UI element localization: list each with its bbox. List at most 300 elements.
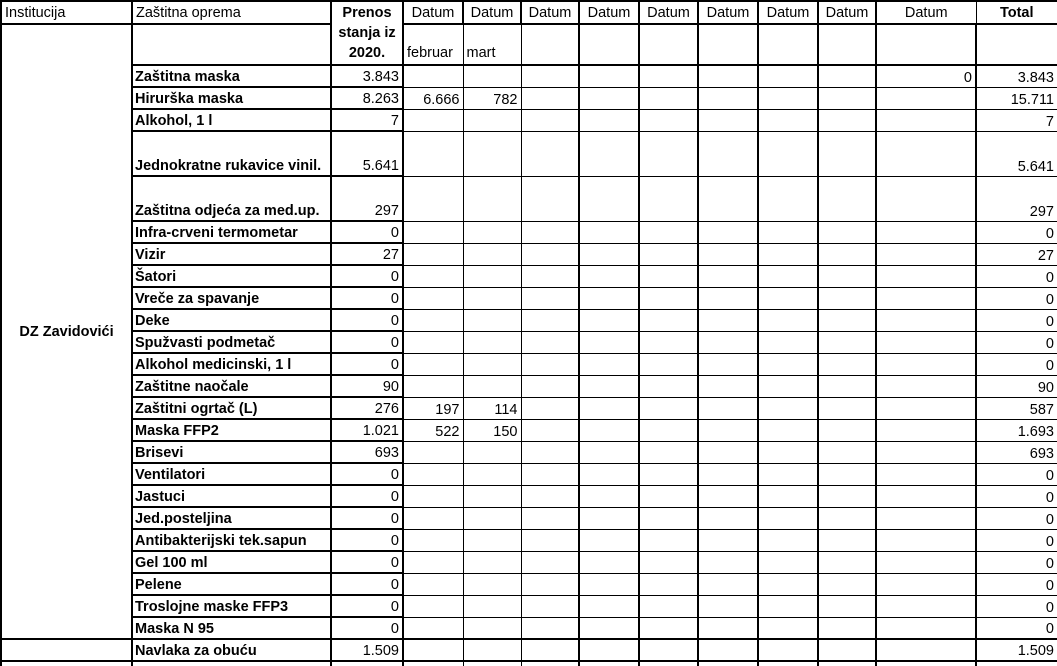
total-value-cell: 0 bbox=[976, 529, 1057, 551]
datum-value-cell bbox=[463, 595, 521, 617]
datum-value-cell bbox=[521, 353, 579, 375]
prenos-value-cell: 0 bbox=[331, 573, 403, 595]
datum-value-cell bbox=[521, 375, 579, 397]
institution-cell: DZ Zavidovići bbox=[1, 24, 132, 639]
header-datum-6: Datum bbox=[698, 1, 758, 24]
prenos-value-cell: 7 bbox=[331, 109, 403, 131]
datum-value-cell bbox=[521, 87, 579, 109]
total-value-cell: 5.641 bbox=[976, 131, 1057, 176]
header-datum-7: Datum bbox=[758, 1, 818, 24]
datum-value-cell bbox=[698, 595, 758, 617]
prenos-value-cell: 3.843 bbox=[331, 65, 403, 87]
datum-value-cell bbox=[579, 243, 639, 265]
datum-value-cell bbox=[758, 131, 818, 176]
datum-value-cell bbox=[758, 397, 818, 419]
datum-value-cell bbox=[698, 65, 758, 87]
datum-value-cell bbox=[698, 463, 758, 485]
datum-value-cell bbox=[818, 419, 876, 441]
datum-value-cell bbox=[463, 309, 521, 331]
header-datum-3: Datum bbox=[521, 1, 579, 24]
datum-value-cell bbox=[698, 419, 758, 441]
datum-value-cell bbox=[579, 176, 639, 221]
datum-value-cell bbox=[876, 331, 976, 353]
datum-value-cell bbox=[639, 617, 698, 639]
datum-value-cell bbox=[698, 397, 758, 419]
datum-value-cell bbox=[579, 463, 639, 485]
datum-value-cell bbox=[463, 507, 521, 529]
table-row bbox=[1, 353, 1057, 375]
datum-value-cell bbox=[876, 109, 976, 131]
datum-value-cell bbox=[579, 507, 639, 529]
datum-value-cell bbox=[818, 243, 876, 265]
datum-value-cell bbox=[463, 353, 521, 375]
total-value-cell: 0 bbox=[976, 595, 1057, 617]
prenos-value-cell: 0 bbox=[331, 463, 403, 485]
datum-value-cell bbox=[758, 441, 818, 463]
datum-value-cell bbox=[521, 243, 579, 265]
table-row bbox=[1, 375, 1057, 397]
header-empty-cell bbox=[521, 24, 579, 65]
datum-value-cell bbox=[579, 639, 639, 661]
datum-value-cell bbox=[758, 551, 818, 573]
datum-value-cell bbox=[698, 265, 758, 287]
table-row bbox=[1, 309, 1057, 331]
equipment-name-cell: Antibakterijski tek.sapun bbox=[132, 529, 331, 551]
datum-value-cell bbox=[698, 176, 758, 221]
datum-value-cell bbox=[639, 441, 698, 463]
datum-value-cell bbox=[876, 507, 976, 529]
datum-value-cell bbox=[818, 639, 876, 661]
datum-value-cell bbox=[521, 441, 579, 463]
datum-value-cell bbox=[639, 529, 698, 551]
datum-value-cell bbox=[403, 176, 463, 221]
datum-value-cell bbox=[818, 551, 876, 573]
datum-value-cell bbox=[463, 661, 521, 666]
total-value-cell: 1.693 bbox=[976, 419, 1057, 441]
datum-value-cell bbox=[579, 573, 639, 595]
datum-value-cell bbox=[876, 131, 976, 176]
datum-value-cell bbox=[818, 331, 876, 353]
datum-value-cell bbox=[758, 661, 818, 666]
datum-value-cell bbox=[403, 661, 463, 666]
total-value-cell: 15.711 bbox=[976, 87, 1057, 109]
datum-value-cell bbox=[521, 265, 579, 287]
datum-value-cell bbox=[403, 287, 463, 309]
datum-value-cell bbox=[818, 617, 876, 639]
datum-value-cell bbox=[758, 419, 818, 441]
prenos-value-cell: 297 bbox=[331, 176, 403, 221]
datum-value-cell bbox=[698, 485, 758, 507]
datum-value-cell bbox=[876, 375, 976, 397]
table-row bbox=[1, 463, 1057, 485]
datum-value-cell bbox=[639, 551, 698, 573]
datum-value-cell bbox=[521, 331, 579, 353]
equipment-name-cell: Troslojne maske FFP3 bbox=[132, 595, 331, 617]
equipment-name-cell: Navlaka za obuću bbox=[132, 639, 331, 661]
datum-value-cell bbox=[403, 507, 463, 529]
datum-value-cell: 0 bbox=[876, 65, 976, 87]
datum-value-cell bbox=[579, 551, 639, 573]
prenos-value-cell: 0 bbox=[331, 485, 403, 507]
datum-value-cell bbox=[463, 243, 521, 265]
datum-value-cell bbox=[876, 639, 976, 661]
datum-value-cell bbox=[758, 287, 818, 309]
datum-value-cell bbox=[876, 551, 976, 573]
header-institucija: Institucija bbox=[1, 1, 132, 24]
equipment-name-cell: Alkohol, 1 l bbox=[132, 109, 331, 131]
datum-value-cell bbox=[876, 595, 976, 617]
datum-value-cell bbox=[579, 397, 639, 419]
datum-value-cell bbox=[521, 109, 579, 131]
prenos-value-cell: 0 bbox=[331, 617, 403, 639]
total-value-cell: 0 bbox=[976, 331, 1057, 353]
header-datum-1: Datum bbox=[403, 1, 463, 24]
prenos-value-cell: 0 bbox=[331, 353, 403, 375]
datum-value-cell bbox=[579, 419, 639, 441]
datum-value-cell bbox=[818, 87, 876, 109]
datum-value-cell bbox=[639, 397, 698, 419]
datum-value-cell bbox=[521, 397, 579, 419]
table-row bbox=[1, 551, 1057, 573]
prenos-value-cell bbox=[331, 661, 403, 666]
datum-value-cell bbox=[579, 441, 639, 463]
table-row bbox=[1, 441, 1057, 463]
header-empty-cell bbox=[579, 24, 639, 65]
datum-value-cell bbox=[818, 661, 876, 666]
datum-value-cell bbox=[463, 65, 521, 87]
datum-value-cell bbox=[698, 661, 758, 666]
datum-value-cell bbox=[818, 221, 876, 243]
datum-value-cell bbox=[698, 551, 758, 573]
total-value-cell: 0 bbox=[976, 573, 1057, 595]
datum-value-cell bbox=[463, 617, 521, 639]
datum-value-cell bbox=[403, 109, 463, 131]
datum-value-cell bbox=[579, 87, 639, 109]
datum-value-cell bbox=[698, 375, 758, 397]
equipment-name-cell: Hirurška maska bbox=[132, 87, 331, 109]
equipment-name-cell: Spužvasti podmetač bbox=[132, 331, 331, 353]
datum-value-cell bbox=[403, 265, 463, 287]
datum-value-cell bbox=[521, 551, 579, 573]
header-datum-9: Datum bbox=[876, 1, 976, 24]
prenos-value-cell: 0 bbox=[331, 221, 403, 243]
datum-value-cell bbox=[818, 397, 876, 419]
equipment-name-cell: Ventilatori bbox=[132, 463, 331, 485]
total-value-cell: 3.843 bbox=[976, 65, 1057, 87]
datum-value-cell bbox=[876, 661, 976, 666]
datum-value-cell bbox=[579, 109, 639, 131]
header-datum-5: Datum bbox=[639, 1, 698, 24]
institution-empty-cell bbox=[1, 639, 132, 661]
datum-value-cell bbox=[403, 529, 463, 551]
datum-value-cell bbox=[758, 331, 818, 353]
header-prenos-stanja: Prenos stanja iz 2020. bbox=[331, 1, 403, 65]
datum-value-cell bbox=[463, 551, 521, 573]
datum-value-cell bbox=[521, 617, 579, 639]
total-value-cell: 0 bbox=[976, 221, 1057, 243]
header-row-2 bbox=[1, 24, 1057, 65]
equipment-name-cell: Jednokratne rukavice vinil. bbox=[132, 131, 331, 176]
equipment-name-cell: Zaštitna odjeća za med.up. bbox=[132, 176, 331, 221]
equipment-name-cell: Zaštitni ogrtač (L) bbox=[132, 397, 331, 419]
datum-value-cell bbox=[698, 617, 758, 639]
datum-value-cell bbox=[463, 573, 521, 595]
datum-value-cell bbox=[758, 87, 818, 109]
datum-value-cell bbox=[579, 485, 639, 507]
equipment-name-cell: Deke bbox=[132, 309, 331, 331]
table-row bbox=[1, 265, 1057, 287]
total-value-cell: 0 bbox=[976, 463, 1057, 485]
datum-value-cell bbox=[758, 265, 818, 287]
datum-value-cell bbox=[818, 573, 876, 595]
datum-value-cell bbox=[463, 131, 521, 176]
datum-value-cell bbox=[579, 595, 639, 617]
datum-value-cell bbox=[698, 441, 758, 463]
table-row bbox=[1, 287, 1057, 309]
datum-value-cell bbox=[639, 131, 698, 176]
datum-value-cell bbox=[521, 639, 579, 661]
prenos-value-cell: 0 bbox=[331, 309, 403, 331]
header-row-1 bbox=[1, 1, 1057, 24]
datum-value-cell bbox=[463, 463, 521, 485]
datum-value-cell bbox=[818, 375, 876, 397]
datum-value-cell bbox=[876, 441, 976, 463]
equipment-name-cell: Infra-crveni termometar bbox=[132, 221, 331, 243]
datum-value-cell bbox=[579, 353, 639, 375]
datum-value-cell bbox=[579, 309, 639, 331]
total-value-cell: 0 bbox=[976, 265, 1057, 287]
equipment-name-cell: Maska FFP2 bbox=[132, 419, 331, 441]
datum-value-cell bbox=[579, 221, 639, 243]
prenos-value-cell: 0 bbox=[331, 595, 403, 617]
prenos-value-cell: 0 bbox=[331, 507, 403, 529]
datum-value-cell: 150 bbox=[463, 419, 521, 441]
datum-value-cell bbox=[818, 309, 876, 331]
datum-value-cell bbox=[463, 441, 521, 463]
equipment-name-cell: Šatori bbox=[132, 265, 331, 287]
datum-value-cell bbox=[403, 65, 463, 87]
header-datum-8: Datum bbox=[818, 1, 876, 24]
datum-value-cell bbox=[463, 375, 521, 397]
prenos-value-cell: 8.263 bbox=[331, 87, 403, 109]
datum-value-cell bbox=[876, 265, 976, 287]
datum-value-cell bbox=[579, 265, 639, 287]
datum-value-cell bbox=[521, 595, 579, 617]
datum-value-cell bbox=[521, 573, 579, 595]
datum-value-cell bbox=[698, 573, 758, 595]
datum-value-cell bbox=[818, 441, 876, 463]
table-row bbox=[1, 419, 1057, 441]
datum-value-cell bbox=[403, 221, 463, 243]
datum-value-cell bbox=[876, 573, 976, 595]
datum-value-cell bbox=[818, 485, 876, 507]
datum-value-cell: 114 bbox=[463, 397, 521, 419]
datum-value-cell bbox=[818, 176, 876, 221]
datum-value-cell bbox=[463, 221, 521, 243]
total-value-cell: 0 bbox=[976, 551, 1057, 573]
total-value-cell: 0 bbox=[976, 617, 1057, 639]
datum-value-cell bbox=[639, 375, 698, 397]
datum-value-cell bbox=[758, 243, 818, 265]
total-value-cell: 1.509 bbox=[976, 639, 1057, 661]
prenos-value-cell: 0 bbox=[331, 551, 403, 573]
datum-value-cell bbox=[463, 109, 521, 131]
datum-value-cell bbox=[579, 131, 639, 176]
datum-value-cell bbox=[463, 287, 521, 309]
datum-value-cell bbox=[463, 265, 521, 287]
datum-value-cell bbox=[639, 331, 698, 353]
datum-value-cell bbox=[876, 485, 976, 507]
equipment-name-cell: Maska N 95 bbox=[132, 617, 331, 639]
datum-value-cell bbox=[818, 109, 876, 131]
datum-value-cell bbox=[758, 221, 818, 243]
header-empty-cell bbox=[876, 24, 976, 65]
datum-value-cell bbox=[639, 65, 698, 87]
datum-value-cell bbox=[876, 353, 976, 375]
datum-value-cell bbox=[876, 309, 976, 331]
datum-value-cell bbox=[758, 109, 818, 131]
table-row bbox=[1, 617, 1057, 639]
datum-value-cell bbox=[758, 375, 818, 397]
datum-value-cell bbox=[876, 243, 976, 265]
datum-value-cell bbox=[639, 463, 698, 485]
equipment-name-cell: Alkohol medicinski, 1 l bbox=[132, 353, 331, 375]
datum-value-cell bbox=[403, 353, 463, 375]
total-value-cell: 693 bbox=[976, 441, 1057, 463]
datum-value-cell bbox=[521, 507, 579, 529]
datum-value-cell bbox=[579, 331, 639, 353]
table-row bbox=[1, 221, 1057, 243]
header-empty-cell bbox=[818, 24, 876, 65]
datum-value-cell bbox=[579, 529, 639, 551]
datum-value-cell bbox=[403, 331, 463, 353]
total-value-cell: 27 bbox=[976, 243, 1057, 265]
datum-value-cell bbox=[639, 507, 698, 529]
datum-value-cell bbox=[818, 65, 876, 87]
equipment-name-cell: Zaštitna maska bbox=[132, 65, 331, 87]
datum-value-cell: 197 bbox=[403, 397, 463, 419]
datum-value-cell bbox=[403, 595, 463, 617]
datum-value-cell bbox=[639, 353, 698, 375]
datum-value-cell bbox=[876, 176, 976, 221]
datum-value-cell bbox=[698, 507, 758, 529]
total-value-cell: 587 bbox=[976, 397, 1057, 419]
datum-value-cell bbox=[521, 419, 579, 441]
header-empty-cell bbox=[639, 24, 698, 65]
datum-value-cell bbox=[818, 463, 876, 485]
datum-value-cell bbox=[818, 287, 876, 309]
equipment-name-cell: Brisevi bbox=[132, 441, 331, 463]
datum-value-cell bbox=[403, 309, 463, 331]
header-datum-4: Datum bbox=[579, 1, 639, 24]
datum-value-cell bbox=[639, 573, 698, 595]
table-row bbox=[1, 65, 1057, 87]
datum-value-cell bbox=[758, 176, 818, 221]
header-oprema-empty-cell bbox=[132, 24, 331, 65]
prenos-value-cell: 1.021 bbox=[331, 419, 403, 441]
datum-value-cell bbox=[639, 109, 698, 131]
prenos-value-cell: 0 bbox=[331, 529, 403, 551]
table-row bbox=[1, 397, 1057, 419]
total-value-cell: 297 bbox=[976, 176, 1057, 221]
datum-value-cell bbox=[698, 131, 758, 176]
header-datum-2: Datum bbox=[463, 1, 521, 24]
datum-value-cell bbox=[521, 65, 579, 87]
table-row bbox=[1, 485, 1057, 507]
datum-value-cell bbox=[818, 529, 876, 551]
datum-value-cell bbox=[758, 353, 818, 375]
datum-value-cell bbox=[639, 176, 698, 221]
datum-value-cell bbox=[758, 529, 818, 551]
datum-value-cell bbox=[758, 573, 818, 595]
datum-value-cell bbox=[521, 529, 579, 551]
datum-value-cell bbox=[521, 131, 579, 176]
datum-value-cell bbox=[463, 529, 521, 551]
datum-value-cell bbox=[521, 176, 579, 221]
datum-value-cell bbox=[818, 131, 876, 176]
datum-value-cell bbox=[639, 309, 698, 331]
datum-value-cell bbox=[876, 419, 976, 441]
datum-value-cell bbox=[463, 176, 521, 221]
datum-value-cell bbox=[463, 639, 521, 661]
datum-value-cell bbox=[403, 485, 463, 507]
datum-value-cell bbox=[758, 309, 818, 331]
table-row bbox=[1, 529, 1057, 551]
equipment-name-cell: Gel 100 ml bbox=[132, 551, 331, 573]
table-row bbox=[1, 573, 1057, 595]
datum-value-cell bbox=[758, 639, 818, 661]
equipment-name-cell: Vizir bbox=[132, 243, 331, 265]
table-row bbox=[1, 595, 1057, 617]
header-month-februar: februar bbox=[403, 24, 463, 65]
datum-value-cell bbox=[876, 397, 976, 419]
datum-value-cell bbox=[639, 243, 698, 265]
datum-value-cell bbox=[639, 661, 698, 666]
datum-value-cell: 782 bbox=[463, 87, 521, 109]
institution-empty-cell bbox=[1, 661, 132, 666]
datum-value-cell bbox=[698, 309, 758, 331]
datum-value-cell bbox=[403, 375, 463, 397]
datum-value-cell bbox=[758, 595, 818, 617]
datum-value-cell bbox=[698, 353, 758, 375]
prenos-value-cell: 0 bbox=[331, 331, 403, 353]
equipment-name-cell bbox=[132, 661, 331, 666]
datum-value-cell bbox=[698, 529, 758, 551]
datum-value-cell bbox=[403, 463, 463, 485]
datum-value-cell: 522 bbox=[403, 419, 463, 441]
datum-value-cell bbox=[521, 309, 579, 331]
datum-value-cell bbox=[639, 419, 698, 441]
equipment-name-cell: Zaštitne naočale bbox=[132, 375, 331, 397]
datum-value-cell bbox=[698, 639, 758, 661]
datum-value-cell bbox=[818, 353, 876, 375]
datum-value-cell bbox=[758, 507, 818, 529]
datum-value-cell bbox=[403, 551, 463, 573]
equipment-name-cell: Vreče za spavanje bbox=[132, 287, 331, 309]
equipment-name-cell: Pelene bbox=[132, 573, 331, 595]
datum-value-cell bbox=[698, 109, 758, 131]
table-row bbox=[1, 507, 1057, 529]
header-total: Total bbox=[976, 1, 1057, 24]
header-empty-cell bbox=[698, 24, 758, 65]
prenos-value-cell: 0 bbox=[331, 265, 403, 287]
datum-value-cell bbox=[876, 617, 976, 639]
datum-value-cell bbox=[579, 65, 639, 87]
table-row bbox=[1, 131, 1057, 176]
equipment-name-cell: Jed.posteljina bbox=[132, 507, 331, 529]
prenos-value-cell: 90 bbox=[331, 375, 403, 397]
datum-value-cell bbox=[403, 243, 463, 265]
